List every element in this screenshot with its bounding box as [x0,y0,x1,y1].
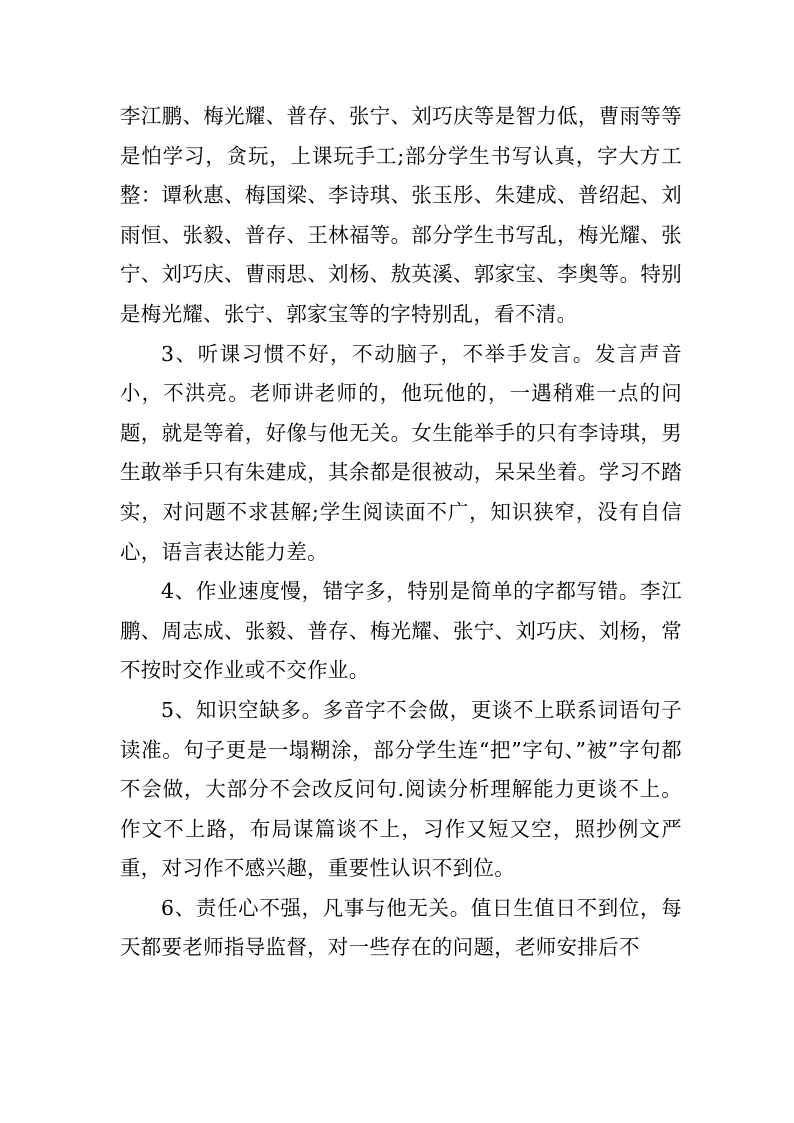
paragraph-item-5-knowledge-gaps: 5、知识空缺多。多音字不会做，更谈不上联系词语句子读准。句子更是一塌糊涂，部分学生连“把”字句、”被”字句都不会做，大部分不会改反问句.阅读分析理解能力更谈不上。作文不上路，布局谋篇谈不上，习作又短又空，照抄例文严重，对习作不感兴趣，重要性认识不到位。 [120,697,682,881]
document-page [120,97,682,968]
paragraph-item-6-responsibility: 6、责任心不强，凡事与他无关。值日生值日不到位，每天都要老师指导监督，对一些存在的问题，老师安排后不 [120,895,682,960]
paragraph-item-3-listening-habits: 3、听课习惯不好，不动脑子，不举手发言。发言声音小，不洪亮。老师讲老师的，他玩他的，一遇稍难一点的问题，就是等着，好像与他无关。女生能举手的只有李诗琪，男生敢举手只有朱建成，其余都是很被动，呆呆坐着。学习不踏实，对问题不求甚解;学生阅读面不广，知识狭窄，没有自信心，语言表达能力差。 [120,341,682,564]
paragraph-item-4-homework: 4、作业速度慢，错字多，特别是简单的字都写错。李江鹏、周志成、张毅、普存、梅光耀、张宁、刘巧庆、刘杨，常不按时交作业或不交作业。 [120,579,682,683]
paragraph-student-performance: 李江鹏、梅光耀、普存、张宁、刘巧庆等是智力低，曹雨等等是怕学习，贪玩，上课玩手工;部分学生书写认真，字大方工整：谭秋惠、梅国梁、李诗琪、张玉彤、朱建成、普绍起、刘雨恒、张毅、普存、王林福等。部分学生书写乱，梅光耀、张宁、刘巧庆、曹雨思、刘杨、敖英溪、郭家宝、李奥等。特别是梅光耀、张宁、郭家宝等的字特别乱，看不清。 [120,104,682,326]
